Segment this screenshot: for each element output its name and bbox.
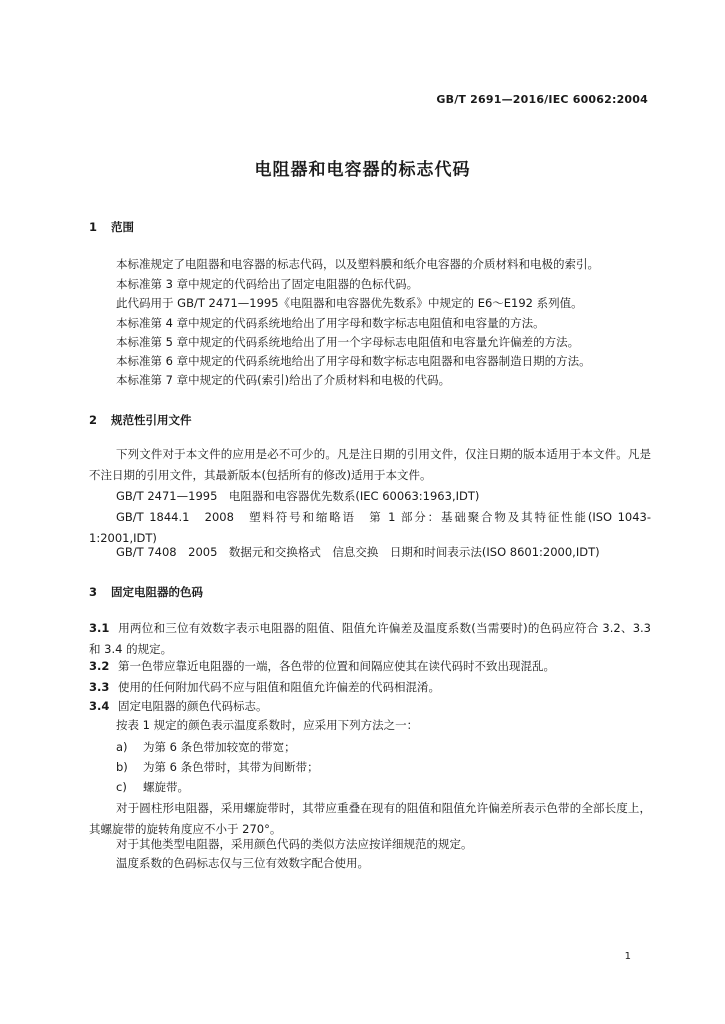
list-marker: c) [116,780,127,794]
section-number: 3 [89,585,98,599]
section-title: 固定电阻器的色码 [111,585,203,599]
paragraph: 本标准第 3 章中规定的代码给出了固定电阻器的色标代码。 [116,277,419,291]
section-2-heading [89,412,192,428]
clause-3-3 [89,679,440,695]
clause-number: 3.1 [89,621,110,635]
clause-number: 3.4 [89,699,110,713]
page-number: 1 [624,951,631,962]
paragraph: 本标准第 5 章中规定的代码系统地给出了用一个字母标志电阻值和电容量允许偏差的方法。 [116,335,580,349]
list-item [116,759,319,775]
list-marker: a) [116,740,128,754]
reference-item: GB/T 7408 2005 数据元和交换格式 信息交换 日期和时间表示法(ISO 8601:2000,IDT) [116,545,600,559]
paragraph: 本标准规定了电阻器和电容器的标志代码，以及塑料膜和纸介电容器的介质材料和电极的索引。 [116,257,599,271]
section-number: 2 [89,413,98,427]
section-title: 规范性引用文件 [111,413,192,427]
paragraph: 温度系数的色码标志仅与三位有效数字配合使用。 [116,856,369,870]
paragraph: 下列文件对于本文件的应用是必不可少的。凡是注日期的引用文件，仅注日期的版本适用于本文件。凡是不注日期的引用文件，其最新版本(包括所有的修改)适用于本文件。 [89,447,651,482]
clause-number: 3.3 [89,680,110,694]
reference-item: GB/T 1844.1 2008 塑料符号和缩略语 第 1 部分：基础聚合物及其特征性能(ISO 1043-1:2001,IDT) [89,510,651,545]
list-text: 螺旋带。 [143,780,189,794]
list-item [116,739,296,755]
section-3-heading [89,584,203,600]
clause-text: 固定电阻器的颜色代码标志。 [118,699,268,713]
section-number: 1 [89,220,98,234]
section-title: 范围 [111,220,134,234]
paragraph: 本标准第 6 章中规定的代码系统地给出了用字母和数字标志电阻器和电容器制造日期的方法。 [116,354,591,368]
section-1-heading [89,219,134,235]
clause-number: 3.2 [89,659,110,673]
clause-3-1 [89,618,651,660]
paragraph: 本标准第 7 章中规定的代码(索引)给出了介质材料和电极的代码。 [116,373,451,387]
clause-text: 使用的任何附加代码不应与阻值和阻值允许偏差的代码相混淆。 [118,680,440,694]
clause-3-2 [89,658,555,674]
list-text: 为第 6 条色带加较宽的带宽； [143,740,296,754]
paragraph: 按表 1 规定的颜色表示温度系数时，应采用下列方法之一： [116,718,419,732]
document-title: 电阻器和电容器的标志代码 [254,160,471,180]
paragraph: 此代码用于 GB/T 2471—1995《电阻器和电容器优先数系》中规定的 E6～E192 系列值。 [116,296,583,310]
paragraph: 对于其他类型电阻器，采用颜色代码的类似方法应按详细规范的规定。 [116,837,473,851]
clause-text: 第一色带应靠近电阻器的一端，各色带的位置和间隔应使其在读代码时不致出现混乱。 [118,659,555,673]
list-marker: b) [116,760,128,774]
paragraph: 本标准第 4 章中规定的代码系统地给出了用字母和数字标志电阻值和电容量的方法。 [116,316,545,330]
standard-code: GB/T 2691—2016/IEC 60062:2004 [436,93,648,106]
clause-text: 用两位和三位有效数字表示电阻器的阻值、阻值允许偏差及温度系数(当需要时)的色码应符合 3.2、3.3 和 3.4 的规定。 [89,621,651,656]
paragraph: 对于圆柱形电阻器，采用螺旋带时，其带应重叠在现有的阻值和阻值允许偏差所表示色带的全部长度上，其螺旋带的旋转角度应不小于 270°。 [89,801,651,836]
list-text: 为第 6 条色带时，其带为间断带； [143,760,319,774]
list-item [116,779,189,795]
reference-item: GB/T 2471—1995 电阻器和电容器优先数系(IEC 60063:1963,IDT) [116,489,480,503]
clause-3-4 [89,698,268,714]
